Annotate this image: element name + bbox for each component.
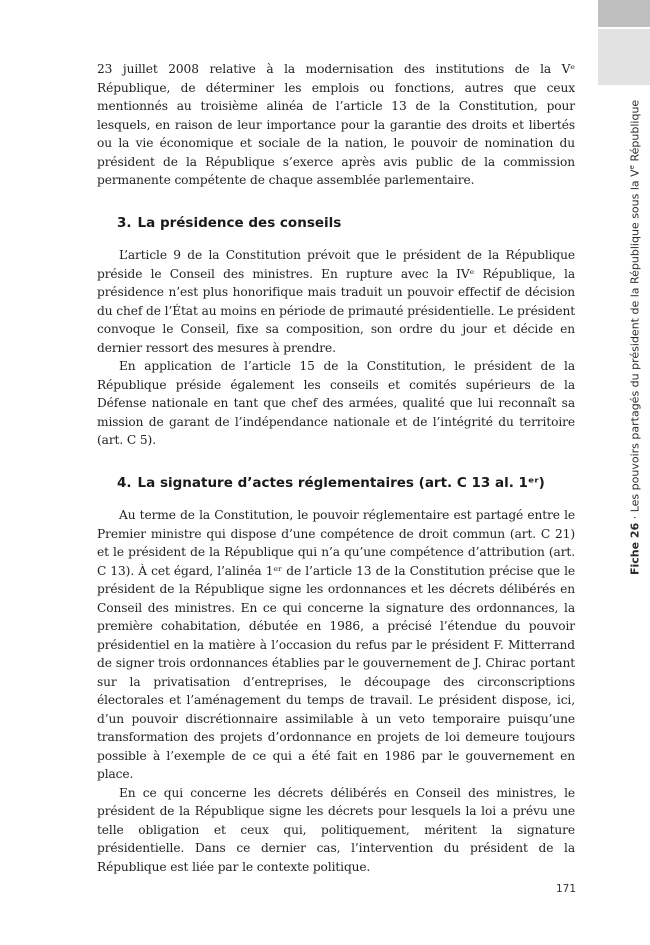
section-4-heading [117,474,575,493]
running-side-title [628,100,642,575]
chapter-tab-marker [598,0,650,27]
section-3-paragraph-1: L’article 9 de la Constitution prévoit que le président de la République préside le Conseil des ministres. En rupture avec la IVᵉ République, la présidence n’est plus honorifique mais traduit un pouvoir effectif de décision du chef de l’État au moins en période de primauté présidentielle. Le président convoque le Conseil, fixe sa composition, son ordre du jour et décide en dernier ressort des mesures à prendre. [97,248,575,355]
main-text [97,60,575,876]
page-number: 171 [556,883,577,895]
fiche-label: Fiche 26 [628,522,642,575]
section-3-number: 3. [117,214,132,231]
side-title-separator: · [628,512,642,523]
section-3-paragraph-2: En application de l’article 15 de la Constitution, le président de la République préside également les conseils et comités supérieurs de la Défense nationale en tant que chef des armées, qualité que lui reconnaît sa mission de garant de l’indépendance nationale et de l’intégrité du territoire (art. C 5). [97,359,575,447]
section-3-title: La présidence des conseils [137,214,342,231]
chapter-tab-marker-secondary [598,29,650,85]
intro-paragraph: 23 juillet 2008 relative à la modernisation des institutions de la Vᵉ République, de déterminer les emplois ou fonctions, autres que ceux mentionnés au troisième alinéa de l’article 13 de la Constitution, pour lesquels, en raison de leur importance pour la garantie des droits et libertés ou la vie économique et sociale de la nation, le pouvoir de nomination du président de la République s’exerce après avis public de la commission permanente compétente de chaque assemblée parlementaire. [97,62,575,187]
side-title-sup: e [628,165,636,170]
section-4-title: La signature d’actes réglementaires (art. C 13 al. 1ᵉʳ) [137,474,545,491]
section-4-paragraph-2: En ce qui concerne les décrets délibérés en Conseil des ministres, le président de la République signe les décrets pour lesquels la loi a prévu une telle obligation et ceux qui, politiquement, méritent la signature présidentielle. Dans ce dernier cas, l’intervention du président de la République est liée par le contexte politique. [97,785,575,874]
section-4-number: 4. [117,474,132,491]
side-title-end: République [628,99,642,165]
section-4-paragraph-1: Au terme de la Constitution, le pouvoir réglementaire est partagé entre le Premier ministre qui dispose d’une compétence de droit commun (art. C 21) et le président de la République qui n’a qu’une compétence d’attribution (art. C 13). À cet égard, l’alinéa 1ᵉʳ de l’article 13 de la Constitution précise que le président de la République signe les ordonnances et les décrets délibérés en Conseil des ministres. En ce qui concerne la signature des ordonnances, la première cohabitation, débutée en 1986, a précisé l’étendue du pouvoir présidentiel en la matière à l’occasion du refus par le président F. Mitterrand de signer trois ordonnances établies par le gouvernement de J. Chirac portant sur la privatisation d’entreprises, le découpage des circonscriptions électorales et l’aménagement du temps de travail. Le président dispose, ici, d’un pouvoir discrétionnaire assimilable à un veto temporaire puisqu’une transformation des projets d’ordonnance en projets de loi demeure toujours possible à l’exemple de ce qui a été fait en 1986 par le gouvernement en place. [97,508,575,781]
side-title-text: Les pouvoirs partagés du président de la République sous la V [628,169,642,513]
section-3-heading [117,214,575,233]
